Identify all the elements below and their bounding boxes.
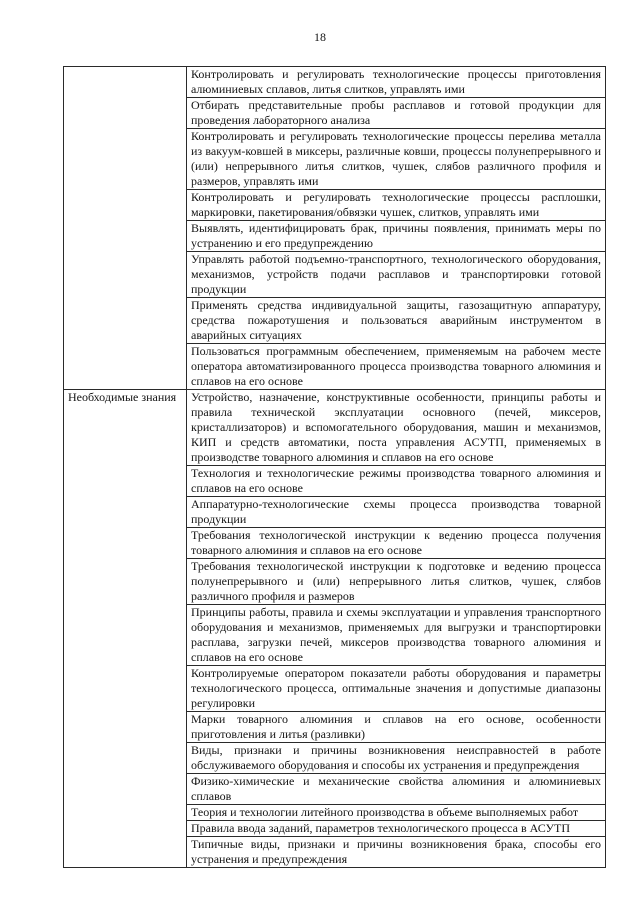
skill-item: Управлять работой подъемно-транспортного, технологического оборудования, механизмов, устройств подачи расплавов и транспортировки готовой продукции: [187, 252, 606, 298]
knowledge-item: Контролируемые оператором показатели работы оборудования и параметры технологического процесса, оптимальные значения и допустимые диапазоны регулировки: [187, 666, 606, 712]
skill-item: Выявлять, идентифицировать брак, причины появления, принимать меры по устранению и его предупреждению: [187, 221, 606, 252]
knowledge-item: Требования технологической инструкции к ведению процесса получения товарного алюминия и сплавов на его основе: [187, 528, 606, 559]
skill-item: Применять средства индивидуальной защиты, газозащитную аппаратуру, средства пожаротушения и пользоваться аварийным инструментом в аварийных ситуациях: [187, 298, 606, 344]
row-category-skills: [64, 67, 187, 390]
knowledge-item: Устройство, назначение, конструктивные особенности, принципы работы и правила технической эксплуатации основного (печей, миксеров, кристаллизаторов) и вспомогательного оборудования, машин и механизмов, КИП и средств автоматики, поста управления АСУТП, применяемых в производстве товарного алюминия и сплавов на его основе: [187, 390, 606, 466]
knowledge-item: Технология и технологические режимы производства товарного алюминия и сплавов на его основе: [187, 466, 606, 497]
competency-table: [63, 66, 606, 868]
row-category-knowledge: Необходимые знания: [64, 390, 187, 868]
knowledge-item: Виды, признаки и причины возникновения неисправностей в работе обслуживаемого оборудования и способы их устранения и предупреждения: [187, 743, 606, 774]
table-row: [64, 67, 606, 98]
knowledge-item: Правила ввода заданий, параметров технологического процесса в АСУТП: [187, 821, 606, 837]
table-row: [64, 390, 606, 466]
skill-item: Контролировать и регулировать технологические процессы приготовления алюминиевых сплавов, литья слитков, управлять ими: [187, 67, 606, 98]
skill-item: Контролировать и регулировать технологические процессы перелива металла из вакуум-ковшей в миксеры, различные ковши, процессы полунепрерывного и (или) непрерывного литья слитков, чушек, слябов различного профиля и размеров, управлять ими: [187, 129, 606, 190]
skill-item: Отбирать представительные пробы расплавов и готовой продукции для проведения лабораторного анализа: [187, 98, 606, 129]
knowledge-item: Типичные виды, признаки и причины возникновения брака, способы его устранения и предупреждения: [187, 837, 606, 868]
page-number: 18: [314, 30, 326, 44]
knowledge-item: Требования технологической инструкции к подготовке и ведению процесса полунепрерывного и (или) непрерывного литья слитков, чушек, слябов различного профиля и размеров: [187, 559, 606, 605]
knowledge-item: Аппаратурно-технологические схемы процесса производства товарной продукции: [187, 497, 606, 528]
knowledge-item: Теория и технологии литейного производства в объеме выполняемых работ: [187, 805, 606, 821]
knowledge-item: Принципы работы, правила и схемы эксплуатации и управления транспортного оборудования и механизмов, применяемых для выгрузки и транспортировки расплава, загрузки печей, миксеров производства товарного алюминия и сплавов на его основе: [187, 605, 606, 666]
knowledge-item: Марки товарного алюминия и сплавов на его основе, особенности приготовления и литья (разливки): [187, 712, 606, 743]
skill-item: Пользоваться программным обеспечением, применяемым на рабочем месте оператора автоматизированного процесса производства товарного алюминия и сплавов на его основе: [187, 344, 606, 390]
knowledge-item: Физико-химические и механические свойства алюминия и алюминиевых сплавов: [187, 774, 606, 805]
skill-item: Контролировать и регулировать технологические процессы расплошки, маркировки, пакетирования/обвязки чушек, слитков, управлять ими: [187, 190, 606, 221]
